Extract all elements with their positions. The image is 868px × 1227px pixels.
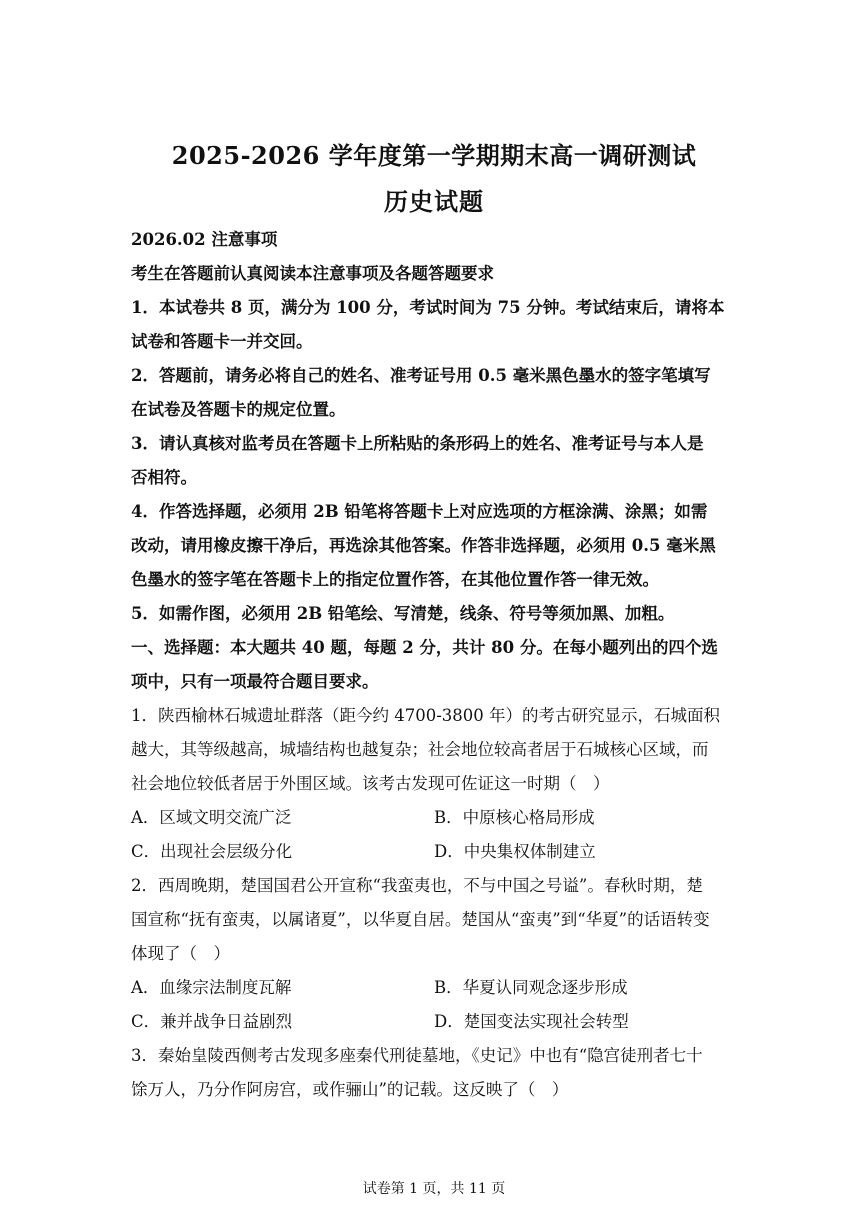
option-c: C．兼并战争日益剧烈: [131, 1012, 293, 1031]
section-heading-line: 项中，只有一项最符合题目要求。: [131, 672, 379, 691]
section-heading-line: 一、选择题：本大题共 40 题，每题 2 分，共计 80 分。在每小题列出的四个选: [131, 638, 718, 657]
option-a: A．区域文明交流广泛: [131, 808, 292, 827]
notice-heading: 2026.02 注意事项: [131, 230, 278, 249]
page-footer: 试卷第 1 页，共 11 页: [362, 1181, 506, 1197]
question-2-stem: 国宣称“抚有蛮夷，以属诸夏”，以华夏自居。楚国从“蛮夷”到“华夏”的话语转变: [131, 910, 710, 929]
question-2-options-row: [131, 971, 741, 1005]
option-a: A．血缘宗法制度瓦解: [131, 978, 292, 997]
notice-intro: 考生在答题前认真阅读本注意事项及各题答题要求: [131, 264, 494, 283]
question-3-stem: 馀万人，乃分作阿房宫，或作骊山”的记载。这反映了（ ）: [131, 1080, 569, 1099]
option-b: B．华夏认同观念逐步形成: [434, 978, 628, 997]
question-2-stem: 2．西周晚期，楚国国君公开宣称“我蛮夷也，不与中国之号谥”。春秋时期，楚: [131, 876, 703, 895]
exam-subtitle: 历史试题: [384, 187, 484, 216]
option-b: B．中原核心格局形成: [434, 808, 595, 827]
question-1-stem: 社会地位较低者居于外围区域。该考古发现可佐证这一时期（ ）: [131, 774, 610, 793]
notice-item-line: 试卷和答题卡一并交回。: [131, 332, 313, 351]
option-d: D．中央集权体制建立: [434, 842, 596, 861]
exam-content: [131, 223, 741, 1107]
question-2-options-row: [131, 1005, 741, 1039]
option-c: C．出现社会层级分化: [131, 842, 293, 861]
question-2-stem: 体现了（ ）: [131, 944, 230, 963]
notice-item-line: 否相符。: [131, 468, 197, 487]
notice-item-line: 色墨水的签字笔在答题卡上的指定位置作答，在其他位置作答一律无效。: [131, 570, 659, 589]
question-3-stem: 3．秦始皇陵西侧考古发现多座秦代刑徒墓地，《史记》中也有“隐宫徒刑者七十: [131, 1046, 703, 1065]
notice-item-line: 3．请认真核对监考员在答题卡上所粘贴的条形码上的姓名、准考证号与本人是: [131, 434, 704, 453]
notice-item-line: 4．作答选择题，必须用 2B 铅笔将答题卡上对应选项的方框涂满、涂黑；如需: [131, 502, 708, 521]
question-1-stem: 越大，其等级越高，城墙结构也越复杂；社会地位较高者居于石城核心区域，而: [131, 740, 709, 759]
question-1-stem: 1．陕西榆林石城遗址群落（距今约 4700-3800 年）的考古研究显示，石城面积: [131, 706, 721, 725]
question-1-options-row: [131, 835, 741, 869]
exam-title: 2025-2026 学年度第一学期期末高一调研测试: [171, 141, 697, 170]
notice-item-line: 1．本试卷共 8 页，满分为 100 分，考试时间为 75 分钟。考试结束后，请将本: [131, 298, 725, 317]
notice-item-line: 2．答题前，请务必将自己的姓名、准考证号用 0.5 毫米黑色墨水的签字笔填写: [131, 366, 711, 385]
question-1-options-row: [131, 801, 741, 835]
notice-item-line: 5．如需作图，必须用 2B 铅笔绘、写清楚，线条、符号等须加黑、加粗。: [131, 604, 675, 623]
notice-item-line: 在试卷及答题卡的规定位置。: [131, 400, 346, 419]
notice-item-line: 改动，请用橡皮擦干净后，再选涂其他答案。作答非选择题，必须用 0.5 毫米黑: [131, 536, 716, 555]
option-d: D．楚国变法实现社会转型: [434, 1012, 629, 1031]
